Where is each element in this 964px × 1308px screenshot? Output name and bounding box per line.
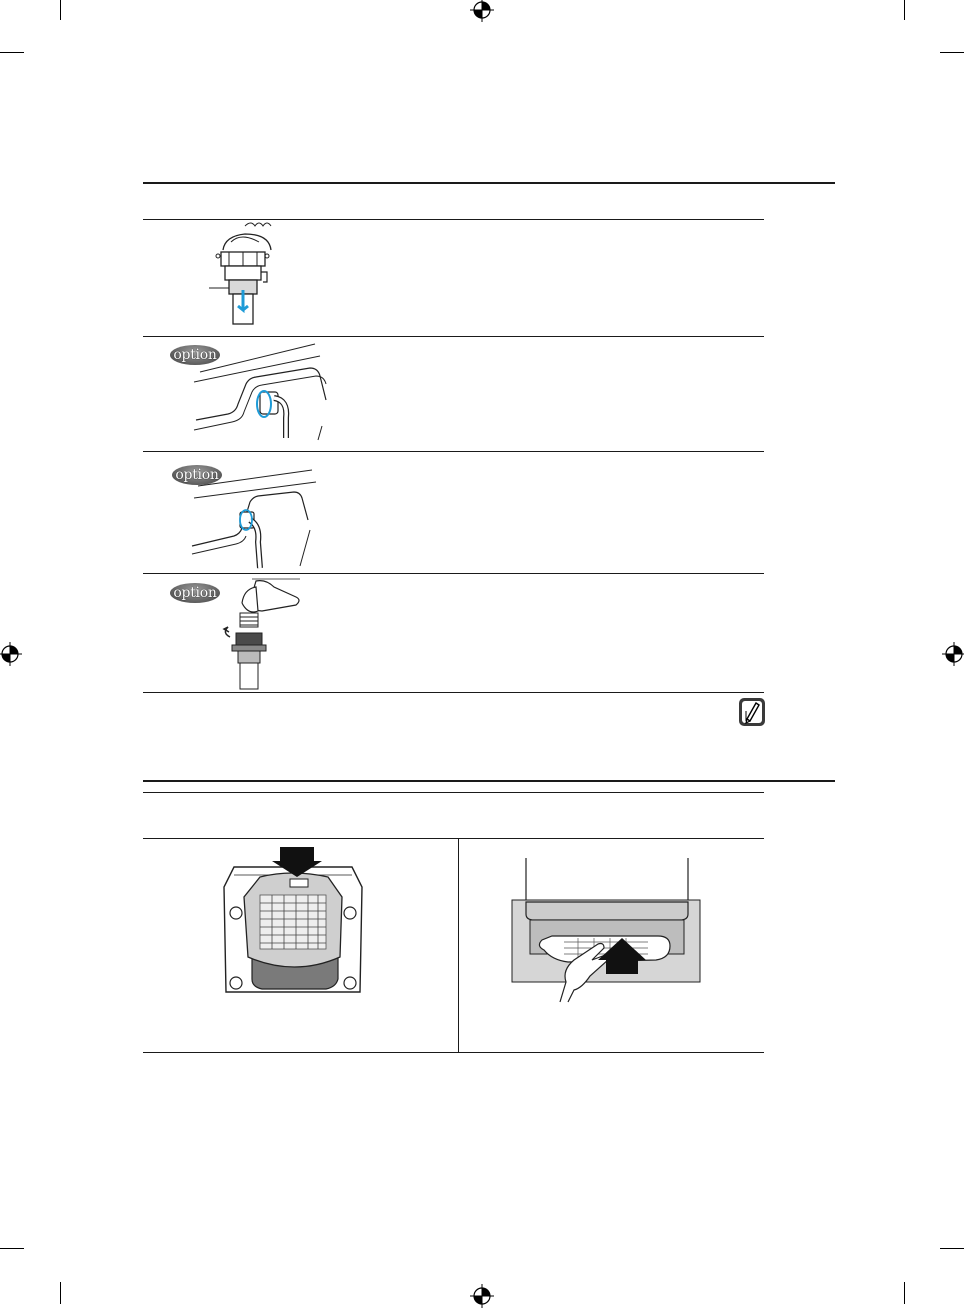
table-rule: [143, 1052, 764, 1053]
table-rule: [143, 451, 764, 452]
note-pencil-icon: [738, 697, 766, 727]
filter-insert-illustration: [508, 858, 704, 1004]
table-rule: [143, 838, 764, 839]
table-rule: [143, 692, 764, 693]
table-column-divider: [458, 838, 459, 1052]
crop-mark: [940, 52, 964, 53]
crop-mark: [904, 0, 905, 20]
option-badge: option: [170, 345, 220, 365]
crop-mark: [60, 1282, 61, 1304]
hand-screw-hose-illustration: [216, 577, 306, 689]
crop-mark: [904, 1282, 905, 1304]
section-rule-top: [143, 780, 835, 782]
section-rule-top: [143, 182, 835, 184]
crop-mark: [60, 0, 61, 20]
option-badge: option: [170, 583, 220, 603]
registration-mark-icon: [470, 1284, 494, 1308]
crop-mark: [0, 52, 24, 53]
hose-connector-illustration: [205, 220, 290, 325]
option-badge: option: [172, 465, 222, 485]
registration-mark-icon: [942, 642, 964, 666]
table-rule: [143, 792, 764, 793]
tap-connection-illustration-2: [190, 468, 320, 568]
table-rule: [143, 336, 764, 337]
table-rule: [143, 573, 764, 574]
crop-mark: [940, 1248, 964, 1249]
filter-top-view-illustration: [222, 847, 364, 999]
registration-mark-icon: [0, 642, 22, 666]
registration-mark-icon: [470, 0, 494, 22]
tap-connection-illustration-1: [190, 340, 335, 440]
crop-mark: [0, 1248, 24, 1249]
